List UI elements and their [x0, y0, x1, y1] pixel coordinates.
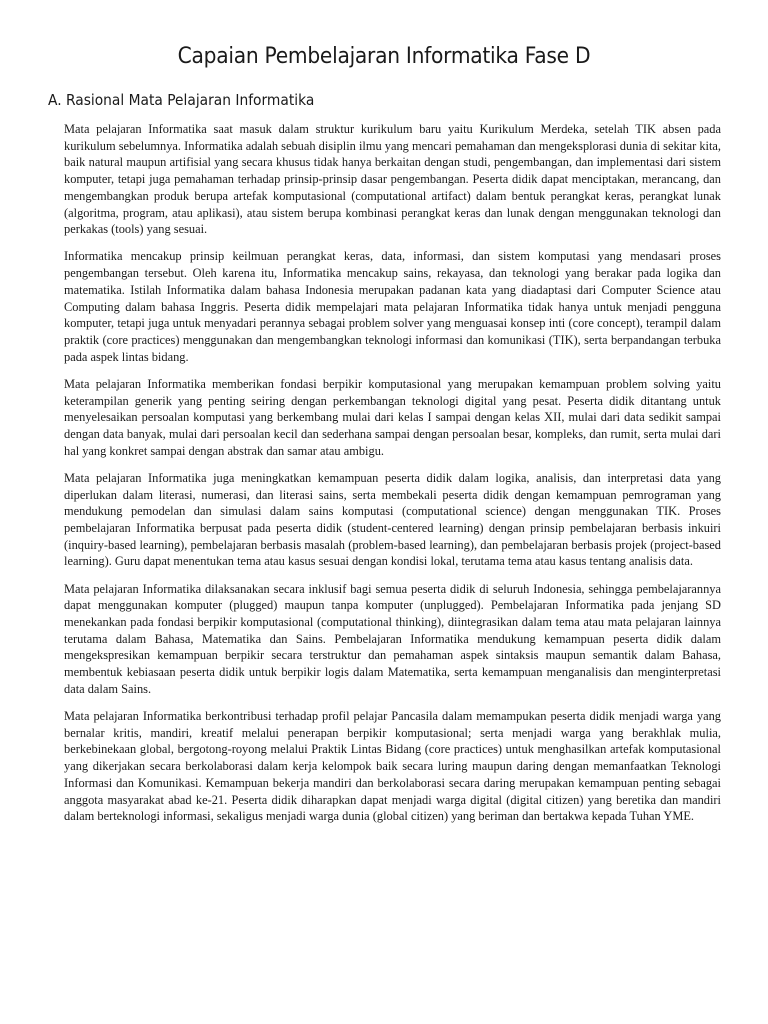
paragraph-3: Mata pelajaran Informatika memberikan fondasi berpikir komputasional yang merupakan kemampuan problem solving yaitu keterampilan generik yang penting seiring dengan perkembangan teknologi digital yang pesat. Peserta didik ditantang untuk menyelesaikan persoalan komputasi yang berkembang mulai dari kelas I sampai dengan kelas XII, mulai dari data sedikit sampai dengan data banyak, mulai dari persoalan kecil dan sederhana sampai dengan persoalan besar, kompleks, dan rumit, serta mulai dari hal yang konkret sampai dengan abstrak dan samar atau ambigu. [64, 376, 721, 458]
body-text [64, 121, 721, 835]
paragraph-4: Mata pelajaran Informatika juga meningkatkan kemampuan peserta didik dalam logika, analisis, dan interpretasi data yang diperlukan dalam literasi, numerasi, dan literasi sains, serta membekali peserta didik dengan kemampuan pemrograman yang mendukung pemodelan dan simulasi dalam sains komputasi (computational science) dengan menggunakan TIK. Proses pembelajaran Informatika berpusat pada peserta didik (student-centered learning) dengan prinsip pembelajaran berbasis inkuiri (inquiry-based learning), pembelajaran berbasis masalah (problem-based learning), dan pembelajaran berbasis projek (project-based learning). Guru dapat menentukan tema atau kasus sesuai dengan kondisi lokal, terutama tema atau kasus tentang analisis data. [64, 470, 721, 569]
paragraph-2: Informatika mencakup prinsip keilmuan perangkat keras, data, informasi, dan sistem komputasi yang mendasari proses pengembangan tersebut. Oleh karena itu, Informatika mencakup sains, rekayasa, dan teknologi yang berakar pada logika dan matematika. Istilah Informatika dalam bahasa Indonesia merupakan padanan kata yang diadaptasi dari Computer Science atau Computing dalam bahasa Inggris. Peserta didik mempelajari mata pelajaran Informatika tidak hanya untuk menjadi pengguna komputer, tetapi juga untuk menyadari perannya sebagai problem solver yang menguasai konsep inti (core concept), terampil dalam praktik (core practices) menggunakan dan mengembangkan teknologi informasi dan komunikasi (TIK), serta berpandangan terbuka pada aspek lintas bidang. [64, 249, 721, 364]
paragraph-6: Mata pelajaran Informatika berkontribusi terhadap profil pelajar Pancasila dalam memampukan peserta didik menjadi warga yang bernalar kritis, mandiri, kreatif melalui penerapan berpikir komputasional; serta menjadi warga yang berakhlak mulia, berkebinekaan global, bergotong-royong melalui Praktik Lintas Bidang (core practices) untuk menghasilkan artefak komputasional yang dikerjakan secara berkolaborasi dalam kerja kelompok baik secara luring maupun daring dengan memanfaatkan Teknologi Informasi dan Komunikasi. Kemampuan bekerja mandiri dan berkolaborasi secara daring merupakan kemampuan penting sebagai anggota masyarakat abad ke-21. Peserta didik diharapkan dapat menjadi warga digital (digital citizen) yang beretika dan mandiri dalam berteknologi informasi, sekaligus menjadi warga dunia (global citizen) yang beriman dan bertakwa kepada Tuhan YME. [64, 709, 721, 824]
paragraph-1: Mata pelajaran Informatika saat masuk dalam struktur kurikulum baru yaitu Kurikulum Merdeka, setelah TIK absen pada kurikulum sebelumnya. Informatika adalah sebuah disiplin ilmu yang mencari pemahaman dan mengeksplorasi dunia di sekitar kita, baik natural maupun artifisial yang secara khusus tidak hanya berkaitan dengan studi, pengembangan, dan implementasi dari sistem komputer, tetapi juga pemahaman terhadap prinsip-prinsip dasar pengembangan. Peserta didik dapat menciptakan, merancang, dan mengembangkan produk berupa artefak komputasional (computational artifact) dalam bentuk perangkat keras, perangkat lunak (algoritma, program, atau aplikasi), atau sistem berupa kombinasi perangkat keras dan lunak dengan menggunakan teknologi dan perkakas (tools) yang sesuai. [64, 122, 721, 237]
paragraph-5: Mata pelajaran Informatika dilaksanakan secara inklusif bagi semua peserta didik di seluruh Indonesia, sehingga pembelajarannya dapat menggunakan komputer (plugged) maupun tanpa komputer (unplugged). Pembelajaran Informatika pada jenjang SD menekankan pada fondasi berpikir komputasional (computational thinking), diintegrasikan dalam tema atau mata pelajaran lainnya terutama dalam Bahasa, Matematika dan Sains. Pembelajaran Informatika mendukung kemampuan peserta didik dalam mengekspresikan kemampuan berpikir secara terstruktur dan pemahaman aspek sintaksis maupun semantik dalam Bahasa, membentuk kebiasaan peserta didik untuk berpikir logis dalam Matematika, serta kemampuan menganalisis dan menginterpretasi data dalam Sains. [64, 581, 721, 696]
page-title: Capaian Pembelajaran Informatika Fase D [177, 44, 591, 69]
section-heading: A. Rasional Mata Pelajaran Informatika [48, 91, 315, 109]
